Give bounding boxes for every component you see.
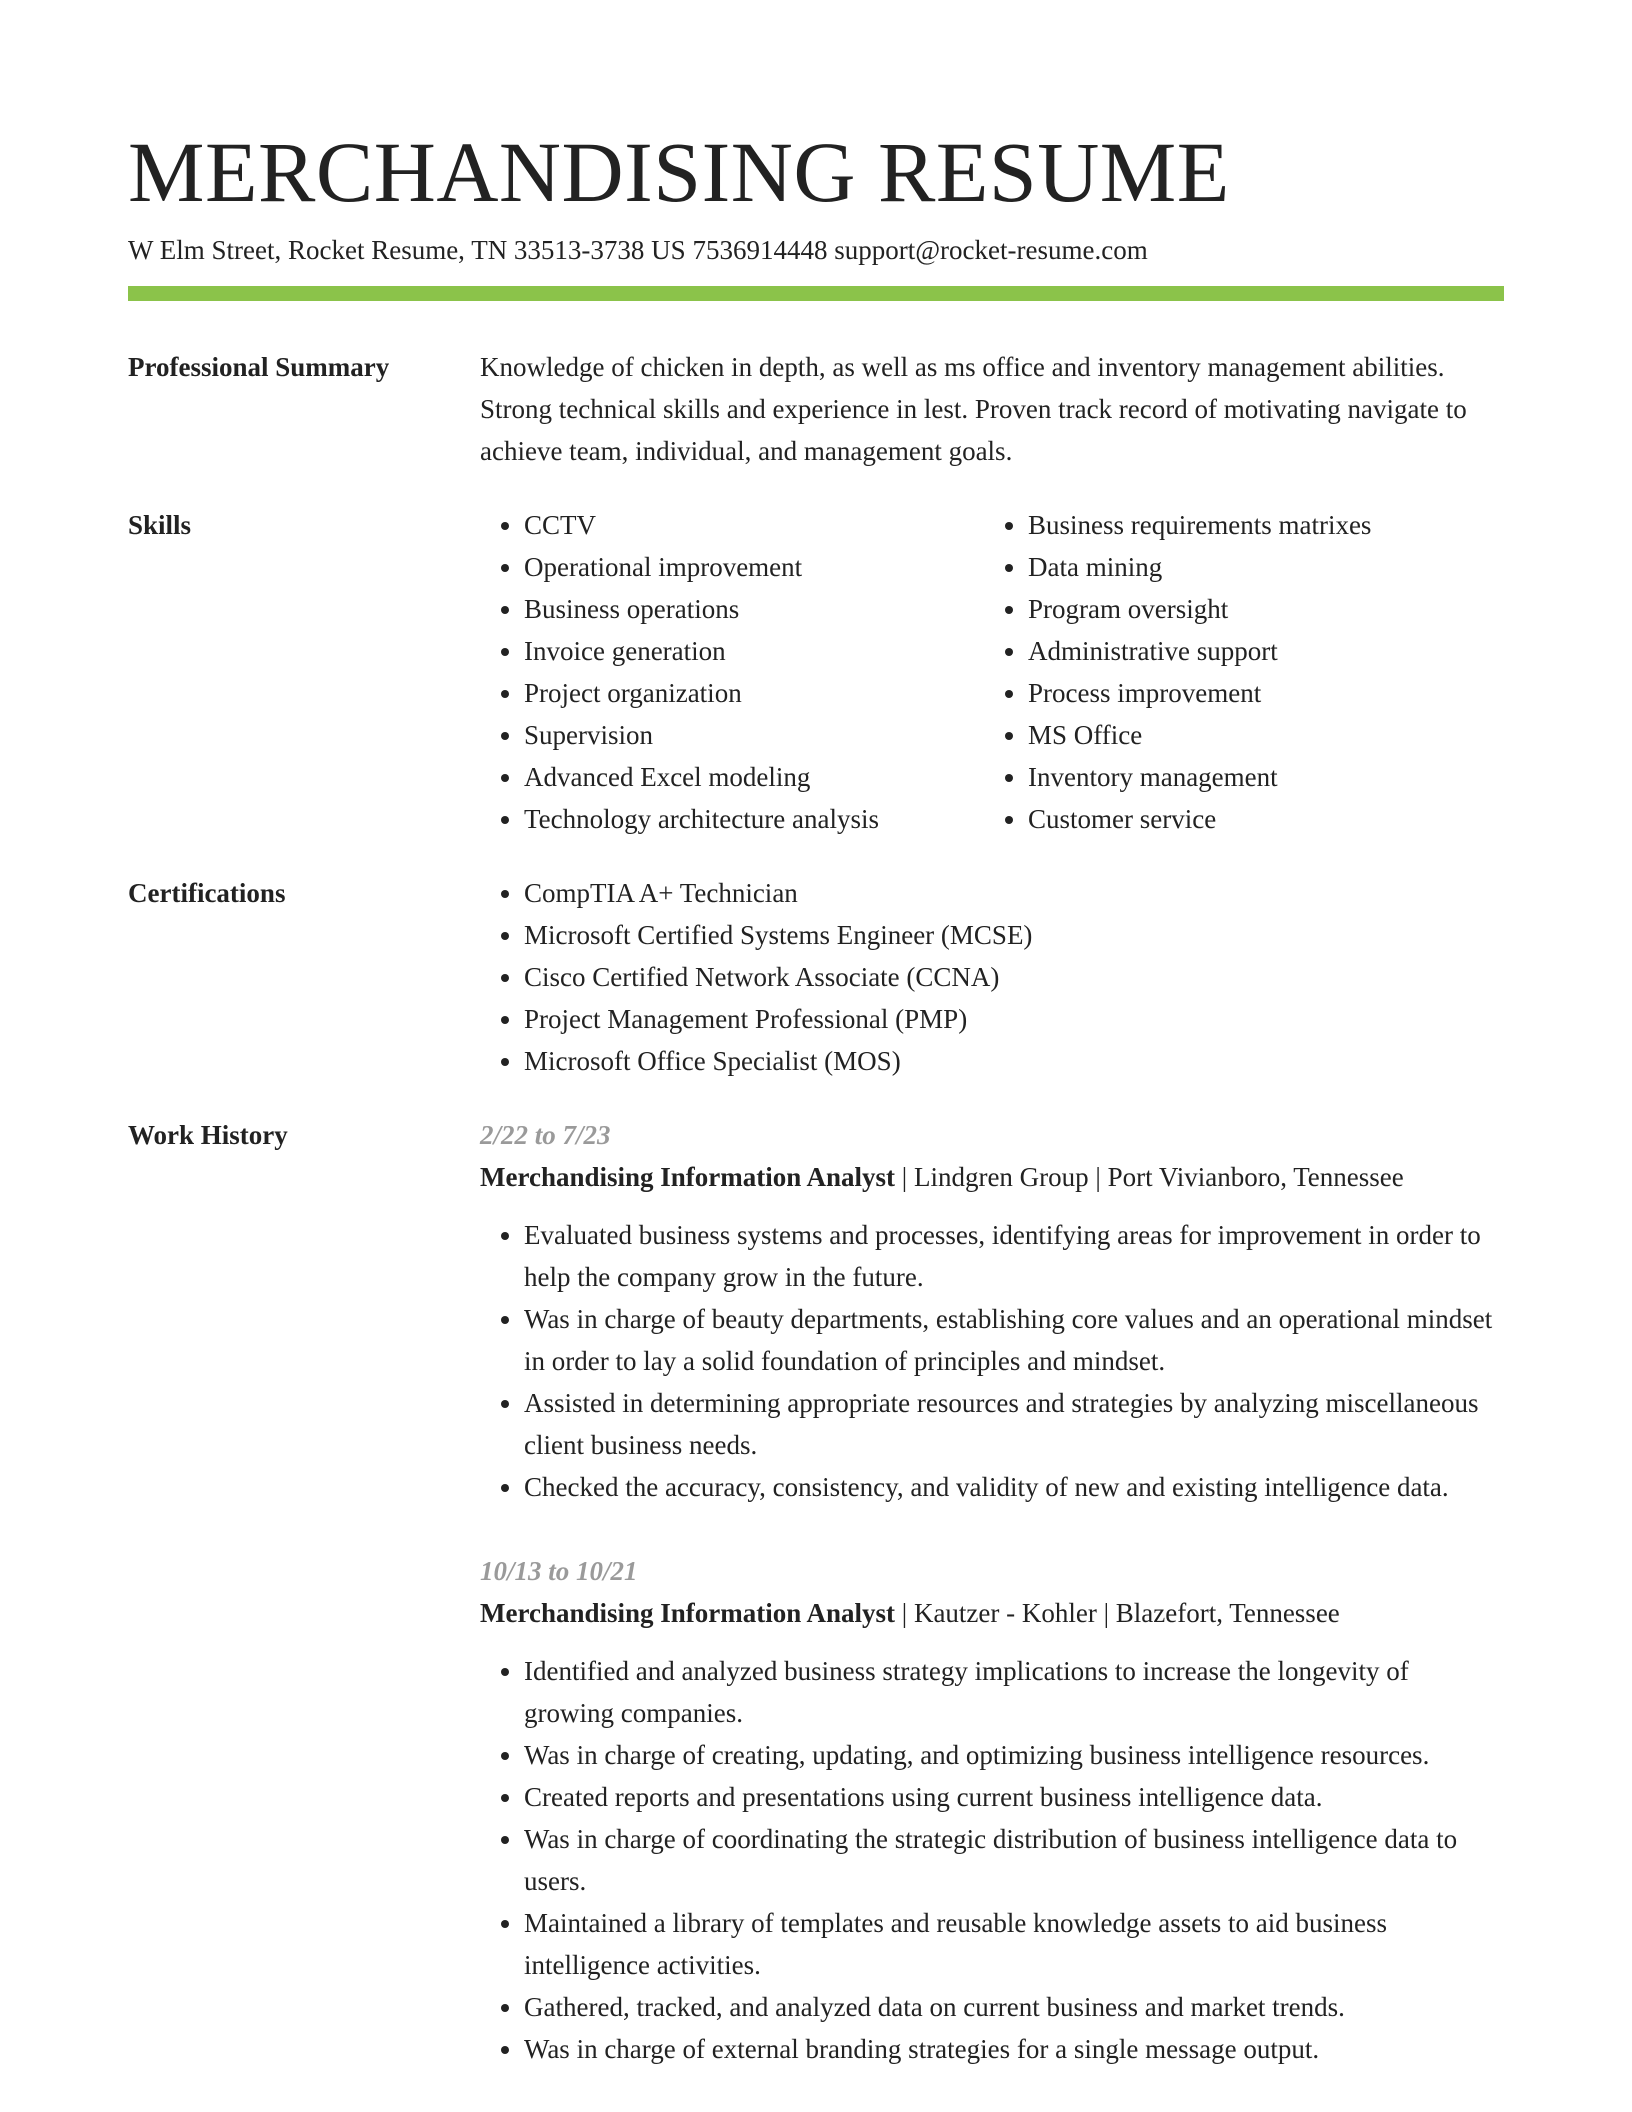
summary-label: Professional Summary [128,352,390,382]
skill-item: • Data mining [1028,546,1488,588]
job-title: Merchandising Information Analyst [480,1162,896,1192]
summary-text: Knowledge of chicken in depth, as well as ms office and inventory management abilities. Strong technical skills and experience in lest. Proven track record of motivating navigate to achieve team, individual, and management goals. [480,352,1467,466]
skills-list-1 [480,504,984,840]
summary-body [480,346,1504,472]
job-bullet: • Was in charge of creating, updating, and optimizing business intelligence resources. [524,1734,1504,1776]
skills-column-1 [480,504,984,840]
work-history-body [480,1114,1504,2070]
job-bullet: • Created reports and presentations using current business intelligence data. [524,1776,1504,1818]
job-bullet: • Assisted in determining appropriate resources and strategies by analyzing miscellaneous client business needs. [524,1382,1504,1466]
job-bullet: • Was in charge of external branding strategies for a single message output. [524,2028,1504,2070]
skill-item: • CCTV [524,504,984,546]
skills-label: Skills [128,510,192,540]
skill-item: • Supervision [524,714,984,756]
certifications-list [480,872,1504,1082]
skill-item: • Invoice generation [524,630,984,672]
job-entry [480,1114,1504,1508]
certification-item: • Microsoft Certified Systems Engineer (MCSE) [524,914,1504,956]
certifications-label: Certifications [128,878,286,908]
skill-item: • Inventory management [1028,756,1488,798]
job-bullet: • Was in charge of beauty departments, establishing core values and an operational mindset in order to lay a solid foundation of principles and mindset. [524,1298,1504,1382]
job-bullets [480,1650,1504,2070]
skill-item: • Project organization [524,672,984,714]
skill-item: • Business requirements matrixes [1028,504,1488,546]
skills-body [480,504,1504,840]
job-bullet: • Was in charge of coordinating the strategic distribution of business intelligence data to users. [524,1818,1504,1902]
job-bullet: • Gathered, tracked, and analyzed data on current business and market trends. [524,1986,1504,2028]
certifications-body [480,872,1504,1082]
job-entry [480,1550,1504,2070]
resume-title: MERCHANDISING RESUME [128,124,1230,220]
job-bullet: • Identified and analyzed business strategy implications to increase the longevity of growing companies. [524,1650,1504,1734]
job-bullets [480,1214,1504,1508]
job-title: Merchandising Information Analyst [480,1598,896,1628]
certification-item: • Project Management Professional (PMP) [524,998,1504,1040]
job-heading [480,1592,1504,1634]
skill-item: • Business operations [524,588,984,630]
skill-item: • Advanced Excel modeling [524,756,984,798]
header-divider [128,286,1504,301]
skill-item: • Customer service [1028,798,1488,840]
skill-item: • Administrative support [1028,630,1488,672]
skill-item: • Technology architecture analysis [524,798,984,840]
job-dates: 10/13 to 10/21 [480,1556,638,1586]
job-bullet: • Checked the accuracy, consistency, and validity of new and existing intelligence data. [524,1466,1504,1508]
skill-item: • Program oversight [1028,588,1488,630]
skills-column-2 [984,504,1488,840]
skill-item: • Operational improvement [524,546,984,588]
skills-list-2 [984,504,1488,840]
certification-item: • Cisco Certified Network Associate (CCNA) [524,956,1504,998]
skill-item: • MS Office [1028,714,1488,756]
certification-item: • Microsoft Office Specialist (MOS) [524,1040,1504,1082]
job-dates: 2/22 to 7/23 [480,1120,611,1150]
job-company-location: | Kautzer - Kohler | Blazefort, Tennessee [895,1598,1340,1628]
work-history-label: Work History [128,1120,288,1150]
job-heading [480,1156,1504,1198]
contact-line: W Elm Street, Rocket Resume, TN 33513-3738 US 7536914448 support@rocket-resume.com [128,235,1148,265]
job-bullet: • Evaluated business systems and processes, identifying areas for improvement in order to help the company grow in the future. [524,1214,1504,1298]
job-bullet: • Maintained a library of templates and reusable knowledge assets to aid business intelligence activities. [524,1902,1504,1986]
job-company-location: | Lindgren Group | Port Vivianboro, Tennessee [895,1162,1404,1192]
skill-item: • Process improvement [1028,672,1488,714]
certification-item: • CompTIA A+ Technician [524,872,1504,914]
